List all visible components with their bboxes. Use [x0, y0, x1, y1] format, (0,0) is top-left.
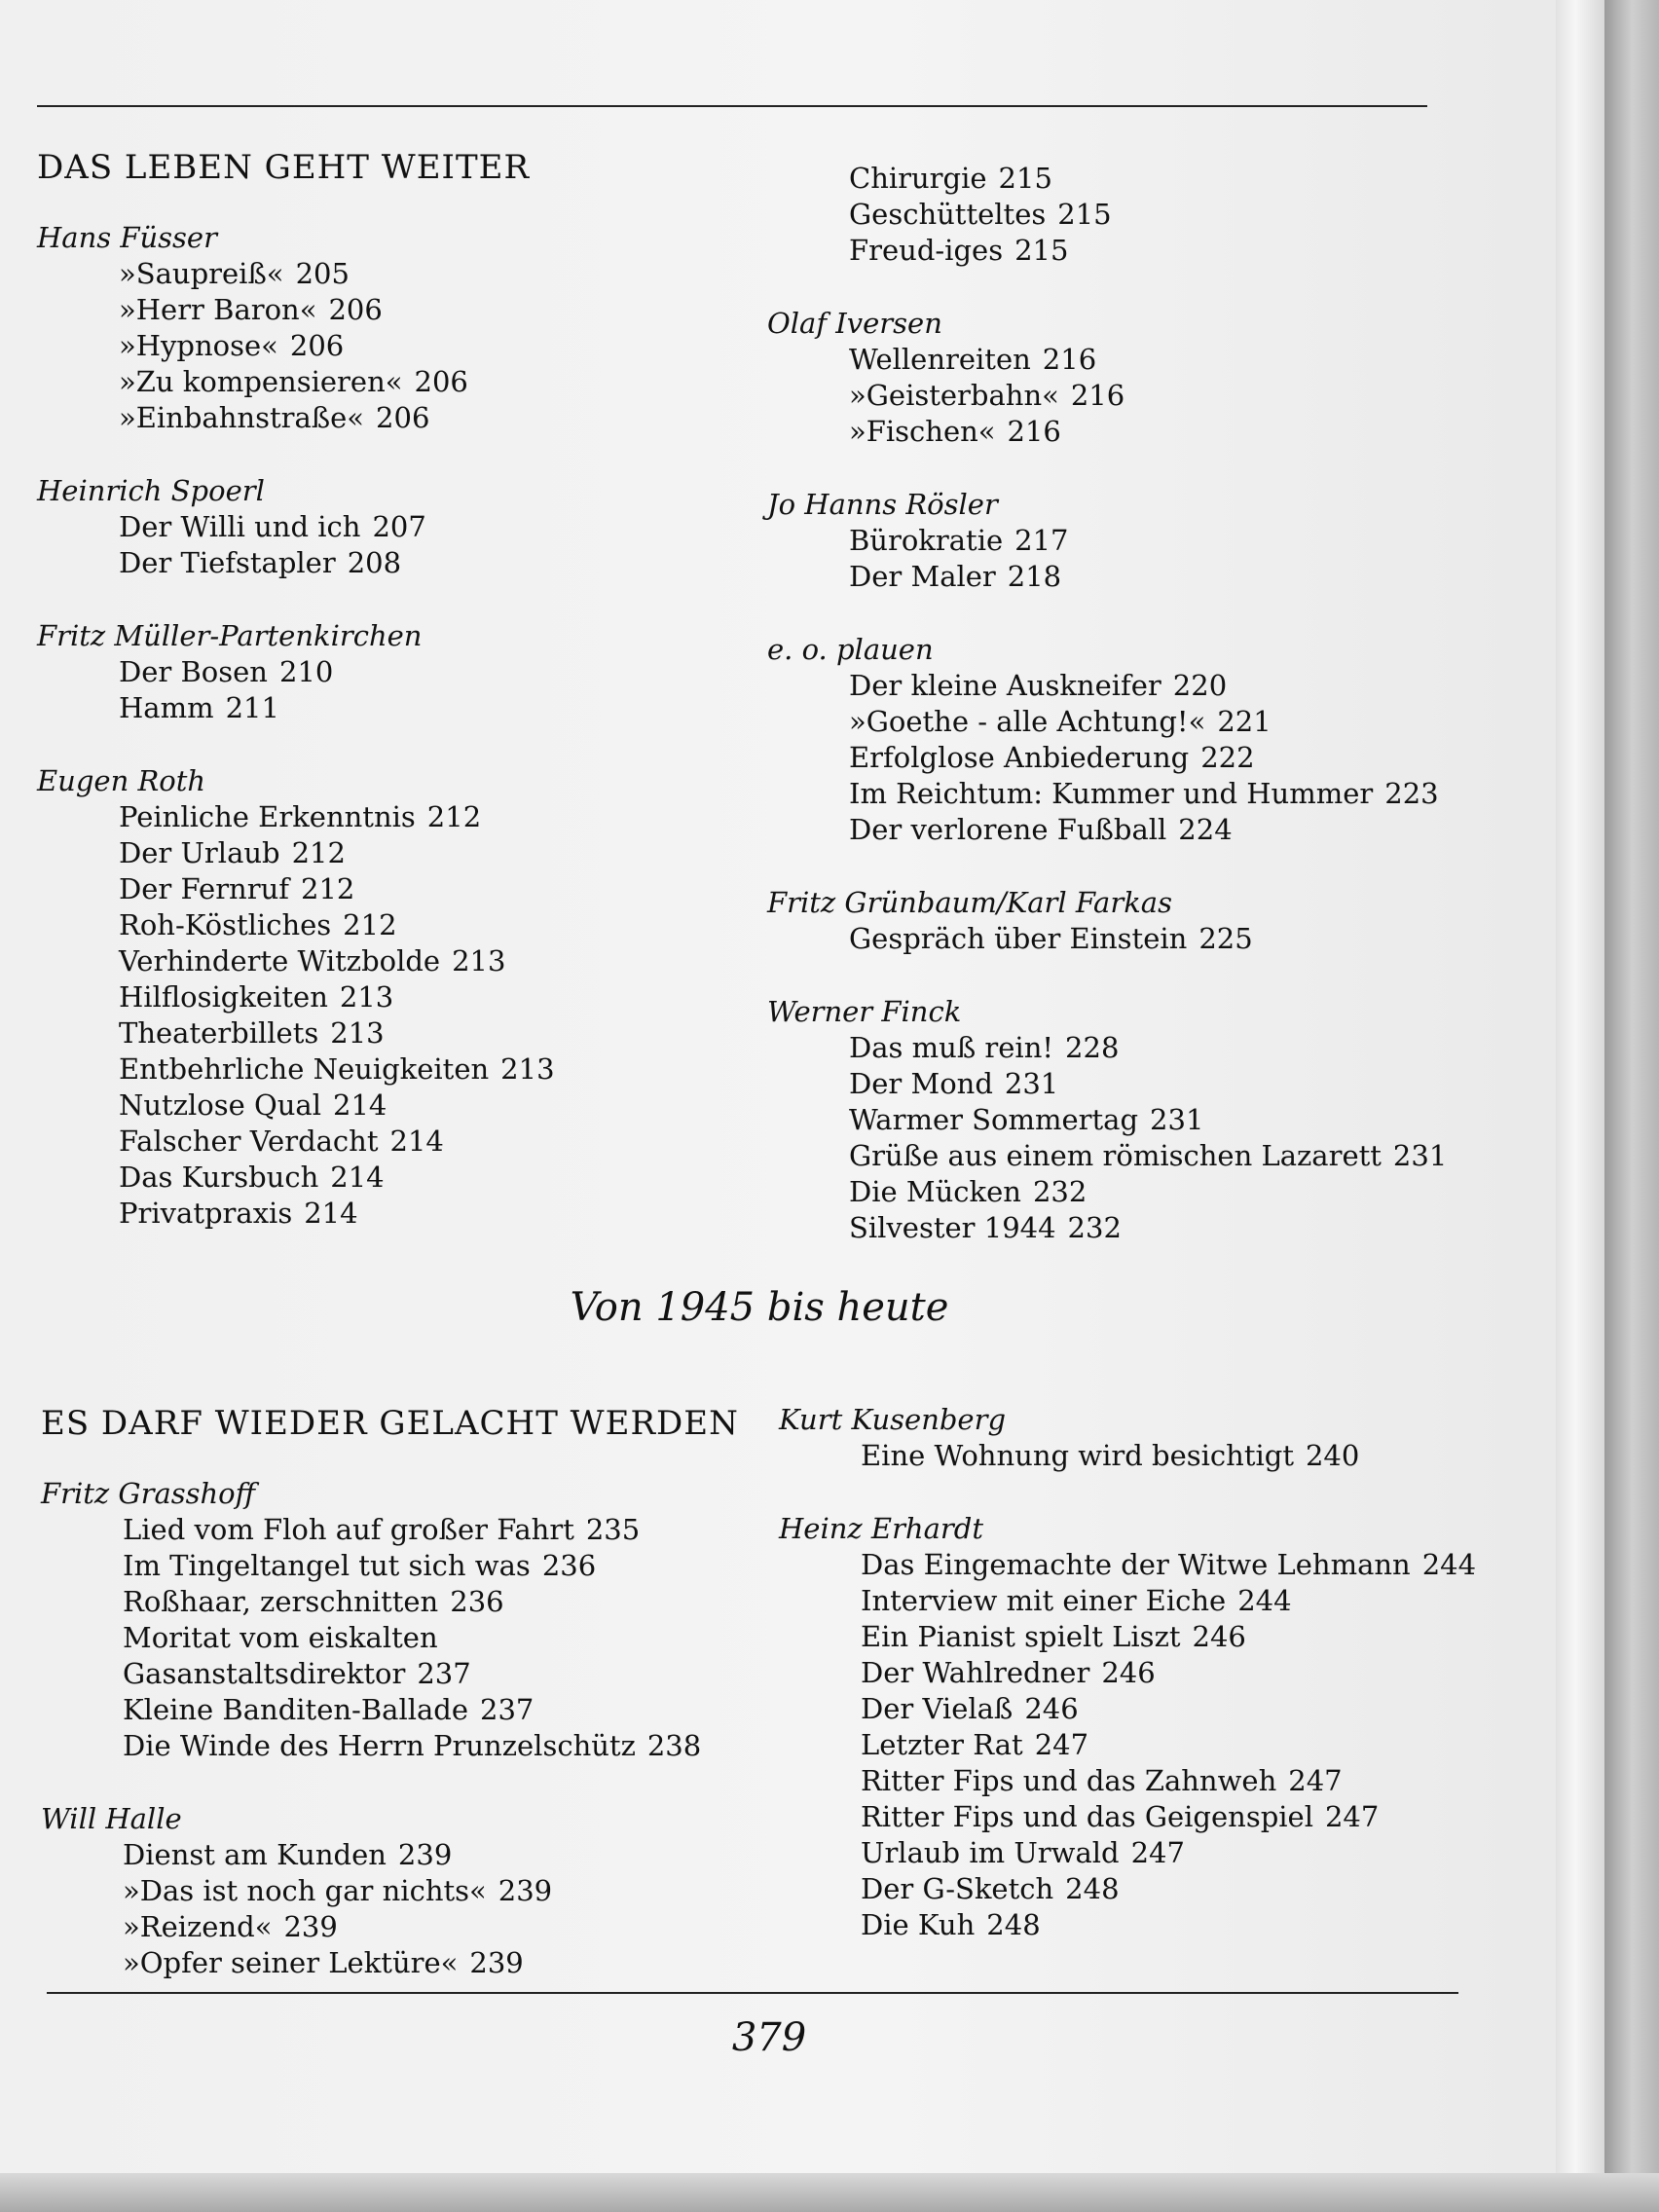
section-heading: ES DARF WIEDER GELACHT WERDEN — [41, 1404, 739, 1443]
entry-list — [37, 256, 777, 436]
entry-page-number: 206 — [414, 365, 468, 398]
entry-page-number: 228 — [1065, 1031, 1120, 1064]
entry-title: Letzter Rat — [861, 1728, 1023, 1761]
entry-list — [41, 1512, 791, 1764]
entry-page-number: 215 — [1057, 198, 1112, 231]
toc-entry — [861, 1871, 1519, 1907]
author-group — [767, 306, 1507, 1246]
entry-page-number: 213 — [452, 944, 506, 977]
entry-title: Ritter Fips und das Zahnweh — [861, 1764, 1277, 1797]
toc-entry — [861, 1835, 1519, 1871]
toc-entry — [849, 233, 1507, 269]
entry-page-number: 215 — [1014, 234, 1069, 267]
toc-entry — [849, 197, 1507, 233]
entry-list — [41, 1837, 791, 1981]
toc-entry — [119, 545, 777, 581]
author-name: Fritz Grasshoff — [41, 1477, 256, 1510]
entry-page-number: 206 — [376, 401, 430, 434]
entry-page-number: 239 — [469, 1946, 524, 1979]
entry-title: Chirurgie — [849, 162, 987, 195]
entry-title: Der Tiefstapler — [119, 546, 336, 579]
toc-entry — [861, 1907, 1519, 1943]
entry-page-number: 222 — [1200, 741, 1255, 774]
toc-entry — [123, 1584, 791, 1620]
entry-title: Nutzlose Qual — [119, 1088, 321, 1122]
entry-title: Urlaub im Urwald — [861, 1836, 1120, 1869]
entry-list — [767, 921, 1507, 957]
entry-title: Ritter Fips und das Geigenspiel — [861, 1800, 1313, 1833]
toc-entry — [849, 1066, 1507, 1102]
toc-entry — [119, 328, 777, 364]
entry-page-number: 206 — [289, 329, 345, 362]
toc-entry — [861, 1655, 1519, 1691]
desk-surface — [0, 2173, 1659, 2212]
entry-page-number: 235 — [585, 1513, 641, 1546]
entry-title: »Zu kompensieren« — [119, 365, 403, 398]
entry-title: »Hypnose« — [119, 329, 278, 362]
toc-entry — [861, 1583, 1519, 1619]
entry-page-number: 211 — [225, 691, 279, 724]
entry-title: Eine Wohnung wird besichtigt — [861, 1439, 1294, 1472]
entry-page-number: 246 — [1101, 1656, 1156, 1689]
entry-list — [767, 523, 1507, 595]
entry-page-number: 220 — [1172, 669, 1228, 702]
author-group — [41, 1476, 791, 1981]
toc-entry — [849, 161, 1507, 197]
entry-title: Der kleine Auskneifer — [849, 669, 1161, 702]
entry-page-number: 236 — [450, 1585, 504, 1618]
entry-title: Der Willi und ich — [119, 510, 361, 543]
entry-title: Der Wahlredner — [861, 1656, 1090, 1689]
entry-page-number: 216 — [1007, 415, 1061, 448]
toc-entry — [119, 690, 777, 726]
entry-title: »Fischen« — [849, 415, 996, 448]
entry-page-number: 247 — [1034, 1728, 1089, 1761]
toc-entry — [123, 1728, 791, 1764]
toc-entry — [861, 1547, 1519, 1583]
entry-page-number: 240 — [1305, 1439, 1360, 1472]
toc-entry — [861, 1691, 1519, 1727]
entry-page-number: 210 — [279, 655, 334, 688]
entry-list — [37, 509, 777, 581]
entry-list — [767, 342, 1507, 450]
toc-entry — [849, 559, 1507, 595]
entry-page-number: 247 — [1288, 1764, 1343, 1797]
entry-page-number: 212 — [291, 836, 346, 869]
author-name: Hans Füsser — [37, 221, 217, 254]
entry-page-number: 239 — [397, 1838, 453, 1871]
entry-title: »Geisterbahn« — [849, 379, 1059, 412]
toc-entry — [119, 1051, 777, 1088]
entry-page-number: 239 — [283, 1910, 338, 1943]
entry-title: Hilflosigkeiten — [119, 980, 328, 1014]
entry-page-number: 231 — [1150, 1103, 1204, 1136]
toc-entry — [119, 509, 777, 545]
toc-entry — [123, 1909, 791, 1945]
toc-entry — [119, 1088, 777, 1124]
entry-title: Der Fernruf — [119, 872, 290, 905]
entry-page-number: 232 — [1032, 1175, 1088, 1208]
entry-title: Die Winde des Herrn Prunzelschütz — [123, 1729, 636, 1762]
entry-title: Interview mit einer Eiche — [861, 1584, 1227, 1617]
entry-page-number: 237 — [480, 1693, 535, 1726]
entry-page-number: 213 — [339, 980, 394, 1014]
entry-page-number: 214 — [333, 1088, 387, 1122]
toc-entry — [119, 1196, 777, 1232]
entry-title: Die Mücken — [849, 1175, 1021, 1208]
toc-entry — [849, 342, 1507, 378]
entry-title: Das Eingemachte der Witwe Lehmann — [861, 1548, 1411, 1581]
top-rule — [37, 105, 1427, 107]
entry-page-number: 231 — [1392, 1139, 1448, 1172]
entry-title: »Reizend« — [123, 1910, 273, 1943]
entry-title: Silvester 1944 — [849, 1211, 1056, 1244]
entry-list — [767, 668, 1507, 848]
entry-page-number: 206 — [328, 293, 383, 326]
entry-page-number: 205 — [295, 257, 350, 290]
entry-page-number: 238 — [646, 1729, 702, 1762]
entry-title: Bürokratie — [849, 524, 1004, 557]
toc-entry — [849, 921, 1507, 957]
section1-right-column — [767, 161, 1507, 1283]
author-name: Will Halle — [41, 1802, 182, 1835]
entry-page-number: 216 — [1070, 379, 1125, 412]
entry-title: Erfolglose Anbiederung — [849, 741, 1190, 774]
entry-title: Hamm — [119, 691, 214, 724]
entry-title: Der verlorene Fußball — [849, 813, 1167, 846]
toc-entry — [849, 1138, 1507, 1174]
entry-title: Der Vielaß — [861, 1692, 1014, 1725]
author-name: Fritz Müller-Partenkirchen — [37, 619, 423, 652]
toc-entry — [849, 523, 1507, 559]
toc-entry — [119, 1160, 777, 1196]
section1-left-column — [37, 146, 777, 1269]
entry-page-number: 232 — [1067, 1211, 1122, 1244]
entry-title: Der G-Sketch — [861, 1872, 1054, 1905]
entry-list — [767, 1030, 1507, 1246]
entry-title: »Saupreiß« — [119, 257, 284, 290]
toc-entry — [849, 776, 1507, 812]
entry-title: Das muß rein! — [849, 1031, 1054, 1064]
section-heading: DAS LEBEN GEHT WEITER — [37, 148, 531, 187]
toc-entry — [119, 907, 777, 943]
author-name: Olaf Iversen — [767, 307, 942, 340]
author-group — [37, 220, 777, 1232]
entry-title: Der Urlaub — [119, 836, 280, 869]
entry-title: Der Maler — [849, 560, 996, 593]
book-spine — [1604, 0, 1659, 2212]
entry-page-number: 218 — [1007, 560, 1062, 593]
toc-entry — [119, 799, 777, 835]
toc-entry — [123, 1945, 791, 1981]
entry-title: Grüße aus einem römischen Lazarett — [849, 1139, 1382, 1172]
toc-entry — [849, 1030, 1507, 1066]
entry-page-number: 212 — [426, 800, 482, 833]
entry-title: Kleine Banditen-Ballade — [123, 1693, 469, 1726]
toc-entry — [119, 871, 777, 907]
entry-list — [37, 654, 777, 726]
entry-title: Freud-iges — [849, 234, 1004, 267]
toc-entry — [849, 668, 1507, 704]
toc-entry — [849, 1210, 1507, 1246]
entry-title: Im Reichtum: Kummer und Hummer — [849, 777, 1374, 810]
toc-entry — [849, 1102, 1507, 1138]
entry-page-number: 208 — [347, 546, 402, 579]
author-name: Werner Finck — [767, 995, 962, 1028]
toc-entry — [849, 740, 1507, 776]
author-name: Jo Hanns Rösler — [767, 488, 998, 521]
entry-title: Peinliche Erkenntnis — [119, 800, 416, 833]
entry-page-number: 246 — [1024, 1692, 1079, 1725]
entry-page-number: 214 — [389, 1124, 444, 1158]
entry-list — [37, 799, 777, 1232]
author-name: Heinrich Spoerl — [37, 474, 265, 507]
toc-entry — [849, 1174, 1507, 1210]
author-name: Eugen Roth — [37, 764, 206, 797]
toc-entry — [119, 256, 777, 292]
entry-title: Wellenreiten — [849, 343, 1031, 376]
entry-title: Warmer Sommertag — [849, 1103, 1139, 1136]
entry-page-number: 224 — [1178, 813, 1233, 846]
author-group — [779, 1402, 1519, 1943]
entry-title: Roßhaar, zerschnitten — [123, 1585, 439, 1618]
toc-entry — [861, 1763, 1519, 1799]
entry-page-number: 223 — [1384, 777, 1439, 810]
entry-title: Das Kursbuch — [119, 1161, 319, 1194]
entry-title: Gespräch über Einstein — [849, 922, 1188, 955]
entry-page-number: 215 — [998, 162, 1052, 195]
toc-entry — [123, 1692, 791, 1728]
toc-entry — [123, 1512, 791, 1548]
toc-entry — [123, 1548, 791, 1584]
entry-title: Roh-Köstliches — [119, 908, 332, 941]
author-name: Fritz Grünbaum/Karl Farkas — [767, 886, 1172, 919]
entry-page-number: 221 — [1217, 705, 1272, 738]
entry-page-number: 212 — [301, 872, 355, 905]
entry-title: Verhinderte Witzbolde — [119, 944, 441, 977]
entry-page-number: 247 — [1130, 1836, 1185, 1869]
toc-entry — [119, 364, 777, 400]
bottom-rule — [47, 1992, 1458, 1994]
entry-title: Der Bosen — [119, 655, 268, 688]
entry-page-number: 236 — [541, 1549, 597, 1582]
toc-entry — [119, 1015, 777, 1051]
toc-entry — [861, 1799, 1519, 1835]
entry-title: Im Tingeltangel tut sich was — [123, 1549, 531, 1582]
toc-entry — [849, 704, 1507, 740]
toc-entry — [123, 1837, 791, 1873]
entry-page-number: 247 — [1324, 1800, 1380, 1833]
entry-title: Moritat vom eiskalten Gasanstaltsdirektor — [123, 1621, 438, 1690]
entry-page-number: 231 — [1004, 1067, 1059, 1100]
page-number: 379 — [731, 2015, 807, 2060]
section2-left-column — [41, 1402, 791, 2018]
entry-page-number: 248 — [986, 1908, 1041, 1941]
entry-title: »Das ist noch gar nichts« — [123, 1874, 487, 1907]
toc-entry — [119, 1124, 777, 1160]
author-name: Kurt Kusenberg — [779, 1403, 1007, 1436]
entry-page-number: 213 — [500, 1052, 555, 1086]
page-edge — [1556, 0, 1604, 2212]
entry-title: Der Mond — [849, 1067, 993, 1100]
entry-page-number: 216 — [1042, 343, 1097, 376]
entry-page-number: 217 — [1014, 524, 1069, 557]
toc-entry — [123, 1873, 791, 1909]
entry-page-number: 212 — [343, 908, 397, 941]
toc-entry — [849, 414, 1507, 450]
entry-page-number: 225 — [1198, 922, 1253, 955]
toc-entry — [849, 812, 1507, 848]
era-heading: Von 1945 bis heute — [570, 1285, 949, 1330]
toc-entry — [123, 1620, 791, 1692]
entry-title: »Opfer seiner Lektüre« — [123, 1946, 459, 1979]
continued-entries — [767, 161, 1507, 269]
entry-title: Lied vom Floh auf großer Fahrt — [123, 1513, 574, 1546]
toc-entry — [861, 1727, 1519, 1763]
section2-right-column — [779, 1402, 1519, 1980]
entry-title: Entbehrliche Neuigkeiten — [119, 1052, 490, 1086]
entry-page-number: 248 — [1065, 1872, 1120, 1905]
toc-entry — [861, 1438, 1519, 1474]
entry-page-number: 246 — [1192, 1620, 1246, 1653]
entry-title: Privatpraxis — [119, 1197, 293, 1230]
entry-title: Die Kuh — [861, 1908, 976, 1941]
entry-title: Ein Pianist spielt Liszt — [861, 1620, 1181, 1653]
author-name: e. o. plauen — [767, 633, 934, 666]
toc-entry — [119, 979, 777, 1015]
entry-page-number: 214 — [304, 1197, 358, 1230]
entry-page-number: 213 — [330, 1016, 385, 1050]
entry-title: Geschütteltes — [849, 198, 1047, 231]
entry-page-number: 244 — [1237, 1584, 1292, 1617]
toc-entry — [119, 835, 777, 871]
toc-entry — [119, 292, 777, 328]
entry-title: »Einbahnstraße« — [119, 401, 365, 434]
entry-page-number: 214 — [330, 1161, 385, 1194]
entry-page-number: 239 — [498, 1874, 553, 1907]
entry-page-number: 207 — [372, 510, 426, 543]
toc-entry — [119, 943, 777, 979]
entry-page-number: 237 — [417, 1657, 471, 1690]
toc-entry — [119, 654, 777, 690]
toc-entry — [849, 378, 1507, 414]
entry-title: Falscher Verdacht — [119, 1124, 379, 1158]
entry-title: Theaterbillets — [119, 1016, 319, 1050]
entry-page-number: 244 — [1421, 1548, 1477, 1581]
toc-entry — [119, 400, 777, 436]
entry-list — [779, 1547, 1519, 1943]
entry-list — [779, 1438, 1519, 1474]
toc-entry — [861, 1619, 1519, 1655]
entry-title: »Goethe - alle Achtung!« — [849, 705, 1206, 738]
entry-title: Dienst am Kunden — [123, 1838, 387, 1871]
author-name: Heinz Erhardt — [779, 1512, 983, 1545]
entry-title: »Herr Baron« — [119, 293, 317, 326]
